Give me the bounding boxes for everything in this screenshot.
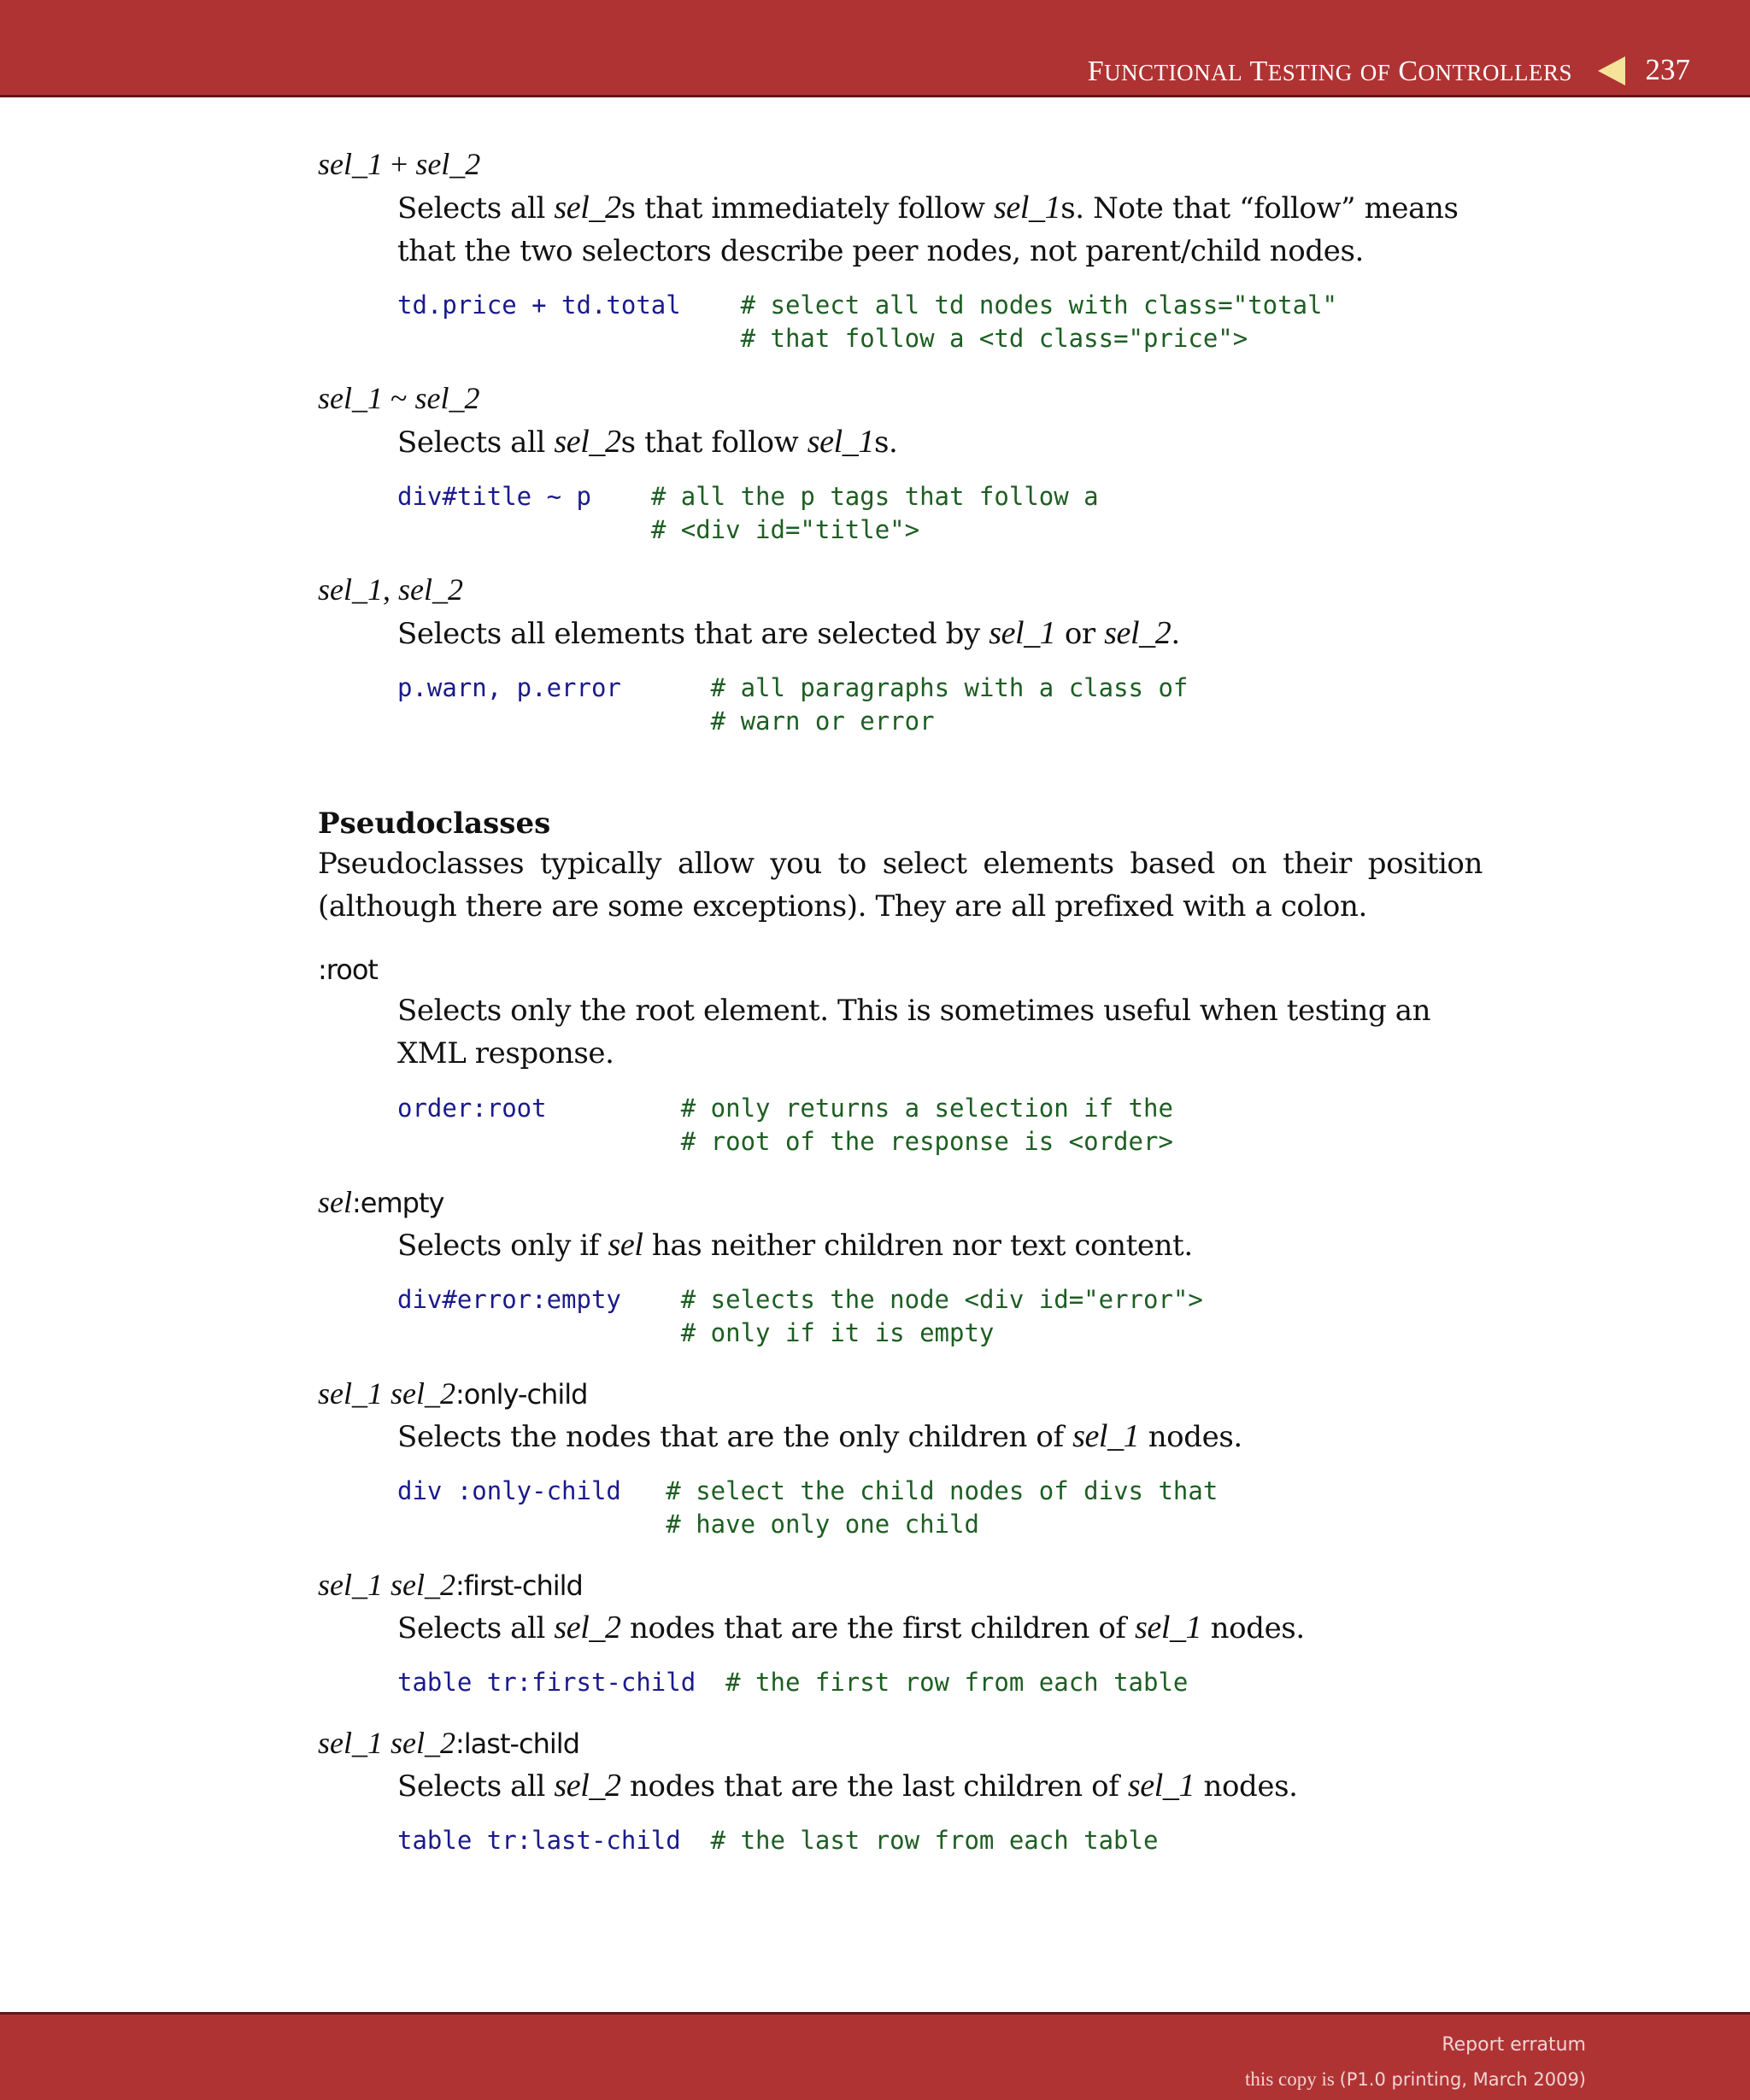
pseudoclass-term: sel_1 sel_2:only-child — [318, 1376, 588, 1411]
pseudoclass-term: :root — [318, 953, 378, 986]
code-example: div#error:empty # selects the node <div id="error"> # only if it is empty — [397, 1285, 1203, 1347]
code-example: table tr:last-child # the last row from each table — [397, 1826, 1159, 1855]
pseudoclass-term: sel_1 sel_2:first-child — [318, 1568, 583, 1602]
pseudoclass-term: sel_1 sel_2:last-child — [318, 1726, 579, 1760]
section-heading: Pseudoclasses — [318, 807, 551, 841]
pseudoclass-description: Selects all sel_2 nodes that are the last children of sel_1 nodes. — [397, 1768, 1298, 1804]
chapter-title: FUNCTIONAL TESTING OF CONTROLLERS — [1087, 56, 1572, 87]
code-example: table tr:first-child # the first row from each table — [397, 1668, 1189, 1697]
section-intro: Pseudoclasses typically allow you to select elements based on their position (although there are some exceptions). They are all prefixed with a colon. — [318, 847, 1483, 924]
pseudoclass-description: Selects the nodes that are the only children of sel_1 nodes. — [397, 1418, 1242, 1454]
selector-term: sel_1, sel_2 — [318, 572, 463, 607]
selector-term: sel_1 ~ sel_2 — [318, 381, 480, 415]
pseudoclass-description: Selects only the root element. This is sometimes useful when testing an XML response. — [397, 994, 1431, 1071]
selector-description: Selects all sel_2s that immediately follow sel_1s. Note that “follow” means that the two selectors describe peer nodes, not parent/child nodes. — [397, 190, 1459, 268]
copy-info: this copy is (P1.0 printing, March 2009) — [1245, 2068, 1586, 2090]
selector-description: Selects all elements that are selected by sel_1 or sel_2. — [397, 615, 1180, 651]
report-erratum-link[interactable]: Report erratum — [1442, 2034, 1586, 2056]
code-example: order:root # only returns a selection if the # root of the response is <order> — [397, 1094, 1173, 1156]
pseudoclass-description: Selects only if sel has neither children nor text content. — [397, 1227, 1193, 1263]
code-example: td.price + td.total # select all td nodes with class="total" # that follow a <td class="price"> — [397, 290, 1337, 353]
selector-description: Selects all sel_2s that follow sel_1s. — [397, 424, 898, 460]
previous-page-arrow-icon[interactable] — [1598, 56, 1625, 85]
pseudoclass-description: Selects all sel_2 nodes that are the first children of sel_1 nodes. — [397, 1610, 1305, 1645]
page-footer — [0, 2012, 1750, 2100]
code-example: div :only-child # select the child nodes of divs that # have only one child — [397, 1476, 1219, 1539]
selector-term: sel_1 + sel_2 — [318, 147, 481, 181]
pseudoclass-term: sel:empty — [318, 1185, 444, 1219]
page-number: 237 — [1645, 53, 1690, 86]
code-example: p.warn, p.error # all paragraphs with a class of # warn or error — [397, 673, 1189, 736]
code-example: div#title ~ p # all the p tags that follow a # <div id="title"> — [397, 482, 1099, 544]
page-header — [0, 0, 1750, 97]
